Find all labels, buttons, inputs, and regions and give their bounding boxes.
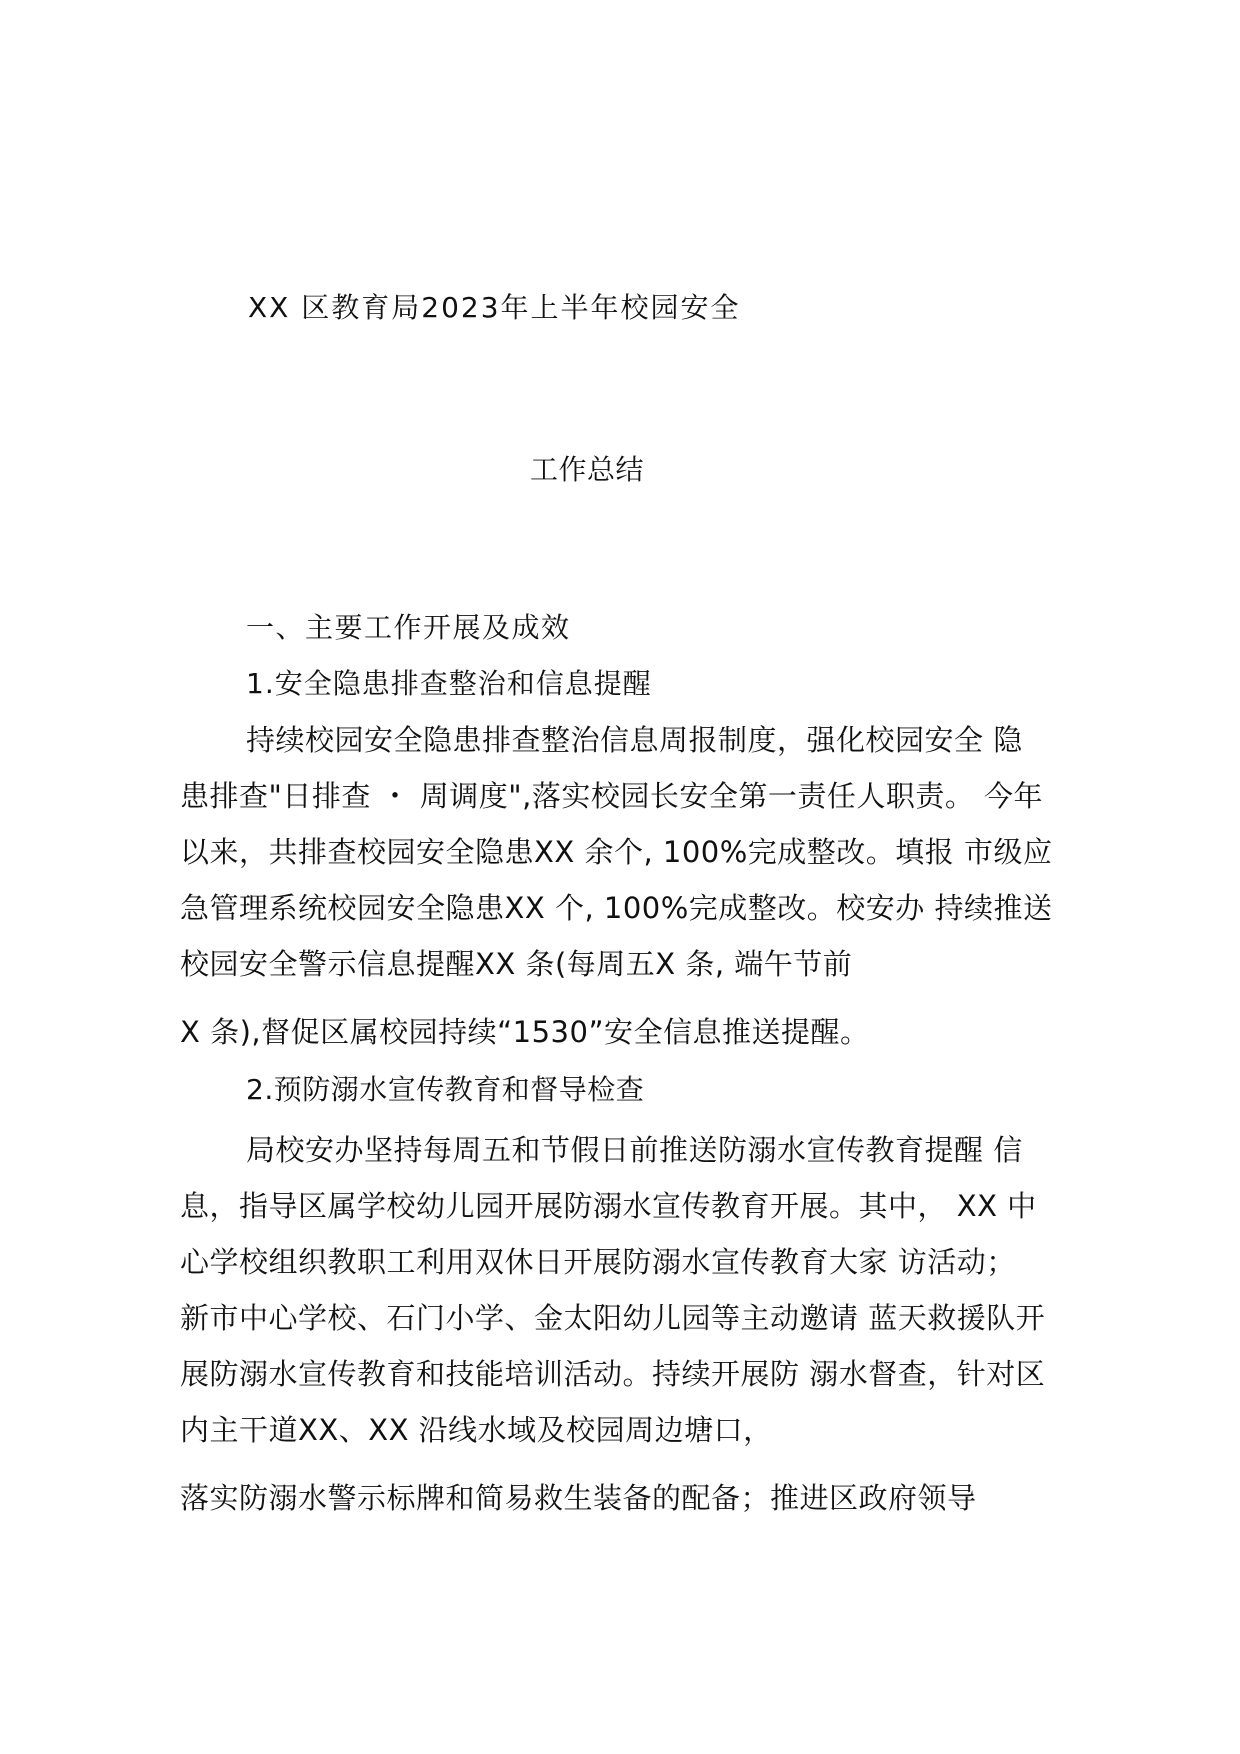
paragraph-1-line: 急管理系统校园安全隐患XX 个, 100%完成整改。校安办 持续推送 xyxy=(180,891,1053,925)
subsection-1-heading: 1.安全隐患排查整治和信息提醒 xyxy=(246,667,652,700)
paragraph-2-line: 内主干道XX、XX 沿线水域及校园周边塘口， xyxy=(180,1413,773,1447)
paragraph-2-line: 展防溺水宣传教育和技能培训活动。持续开展防 溺水督查，针对区 xyxy=(180,1357,1046,1391)
paragraph-1-line: 校园安全警示信息提醒XX 条(每周五X 条, 端午节前 xyxy=(180,947,853,981)
paragraph-2-line: 局校安办坚持每周五和节假日前推送防溺水宣传教育提醒 信 xyxy=(246,1133,1023,1167)
paragraph-2-line: 落实防溺水警示标牌和简易救生装备的配备；推进区政府领导 xyxy=(180,1481,977,1515)
paragraph-2-line: 息，指导区属学校幼儿园开展防溺水宣传教育开展。其中， XX 中 xyxy=(180,1189,1037,1223)
paragraph-1-line: 患排查"日排查 ・ 周调度",落实校园长安全第一责任人职责。 今年 xyxy=(180,779,1044,813)
paragraph-2-line: 心学校组织教职工利用双休日开展防溺水宣传教育大家 访活动； xyxy=(180,1245,1016,1279)
section-1-heading: 一、主要工作开展及成效 xyxy=(246,611,571,644)
paragraph-1-line: X 条),督促区属校园持续“1530”安全信息推送提醒。 xyxy=(180,1015,870,1049)
paragraph-1-line: 持续校园安全隐患排查整治信息周报制度，强化校园安全 隐 xyxy=(246,723,1023,757)
paragraph-1-line: 以来，共排查校园安全隐患XX 余个, 100%完成整改。填报 市级应 xyxy=(180,835,1053,869)
subsection-2-heading: 2.预防溺水宣传教育和督导检查 xyxy=(246,1073,645,1106)
paragraph-2-line: 新市中心学校、石门小学、金太阳幼儿园等主动邀请 蓝天救援队开 xyxy=(180,1301,1046,1335)
title-line-2: 工作总结 xyxy=(530,453,645,486)
title-line-1: XX 区教育局2023年上半年校园安全 xyxy=(248,291,741,324)
